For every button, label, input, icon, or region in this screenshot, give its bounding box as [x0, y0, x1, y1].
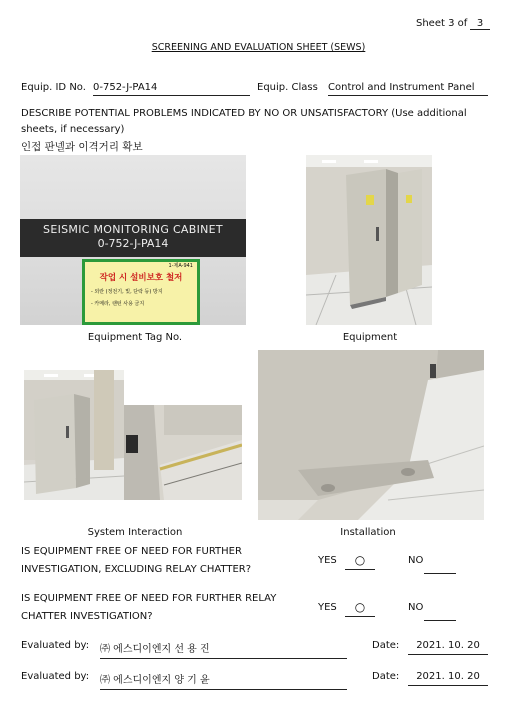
installation-photo-drawing [258, 350, 484, 520]
sheet-total: 3 [470, 18, 490, 30]
equipment-photo [306, 155, 432, 325]
warning-sticker [82, 259, 200, 325]
question-2-no-mark[interactable] [424, 608, 456, 621]
describe-korean: 인접 판넬과 이격거리 확보 [21, 141, 143, 153]
caption-tag: Equipment Tag No. [87, 332, 183, 343]
sticker-item2: - 카메라, 랜턴 사용 금지 [91, 301, 145, 307]
system-photo-right-drawing [124, 405, 242, 500]
system-interaction-photo-left [24, 370, 124, 500]
describe-line2: sheets, if necessary) [21, 124, 125, 135]
question-1-no-label: NO [408, 555, 424, 566]
equip-class-value: Control and Instrument Panel [328, 82, 488, 96]
equip-class-label: Equip. Class [257, 82, 318, 93]
equipment-photo-drawing [306, 155, 432, 325]
system-interaction-photo-right [124, 405, 242, 500]
plate-line1: SEISMIC MONITORING CABINET [43, 223, 223, 236]
tag-plate [20, 219, 246, 257]
page-title: SCREENING AND EVALUATION SHEET (SEWS) [151, 42, 366, 53]
question-2-line1: IS EQUIPMENT FREE OF NEED FOR FURTHER RELAY [21, 593, 277, 604]
equip-id-value: 0-752-J-PA14 [93, 82, 250, 96]
caption-installation: Installation [340, 527, 396, 538]
evaluator-2-date: 2021. 10. 20 [408, 671, 488, 686]
evaluator-1-label: Evaluated by: [21, 640, 90, 651]
question-1-yes-mark[interactable]: ○ [345, 553, 375, 570]
sticker-title: 작업 시 설비보호 철저 [99, 273, 183, 283]
system-photo-left-drawing [24, 370, 124, 500]
evaluator-2-date-label: Date: [372, 671, 400, 682]
equipment-tag-photo [20, 155, 246, 325]
evaluator-2-name: ㈜ 에스디이엔지 양 기 윤 [100, 671, 347, 690]
question-2-no-label: NO [408, 602, 424, 613]
question-2-yes-mark[interactable]: ○ [345, 600, 375, 617]
describe-line1: DESCRIBE POTENTIAL PROBLEMS INDICATED BY NO OR UNSATISFACTORY (Use additional [21, 108, 467, 119]
question-2-line2: CHATTER INVESTIGATION? [21, 611, 153, 622]
evaluator-1-date-label: Date: [372, 640, 400, 651]
plate-line2: 0-752-J-PA14 [97, 237, 169, 250]
question-1-yes-label: YES [318, 555, 337, 566]
question-1-line1: IS EQUIPMENT FREE OF NEED FOR FURTHER [21, 546, 242, 557]
caption-system: System Interaction [87, 527, 183, 538]
question-1-line2: INVESTIGATION, EXCLUDING RELAY CHATTER? [21, 564, 252, 575]
caption-equipment: Equipment [342, 332, 398, 343]
evaluator-2-label: Evaluated by: [21, 671, 90, 682]
installation-photo [258, 350, 484, 520]
sticker-code: 1-제A-941 [168, 263, 193, 269]
question-1-no-mark[interactable] [424, 561, 456, 574]
evaluator-1-date: 2021. 10. 20 [408, 640, 488, 655]
sheet-label: Sheet 3 of [416, 18, 468, 29]
evaluator-1-name: ㈜ 에스디이엔지 선 용 진 [100, 640, 347, 659]
question-2-yes-label: YES [318, 602, 337, 613]
sticker-item1: - 외란 (정전기, 빛, 단락 등) 방지 [91, 289, 163, 295]
equip-id-label: Equip. ID No. [21, 82, 86, 93]
